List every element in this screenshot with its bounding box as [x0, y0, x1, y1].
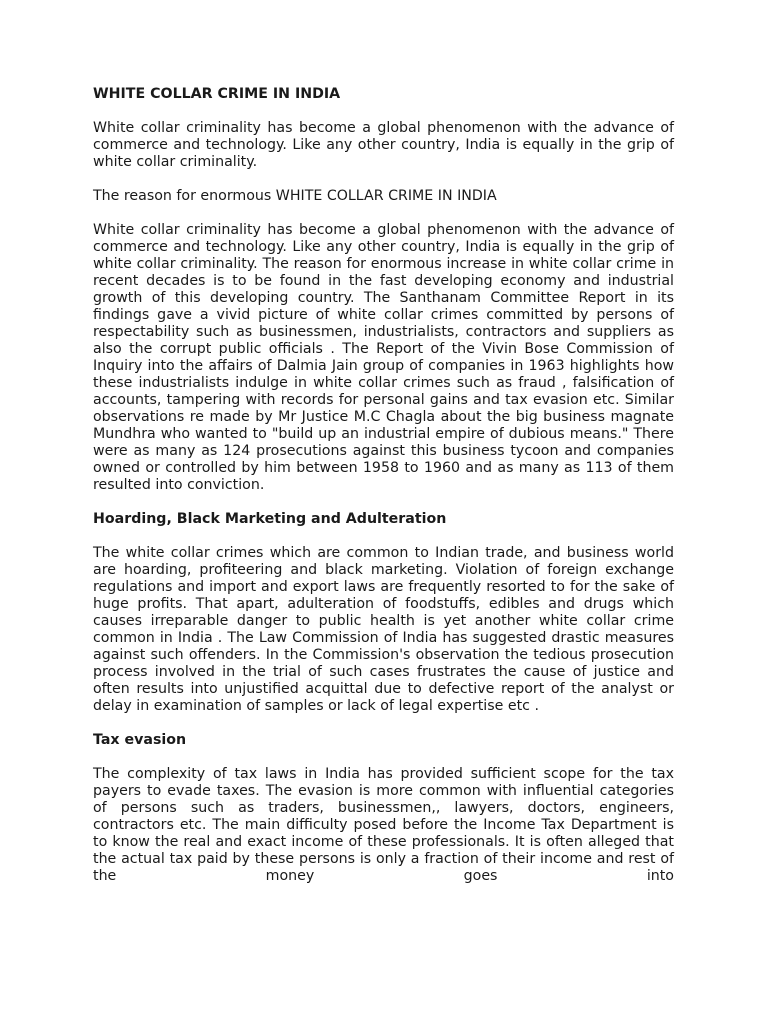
document-page	[93, 86, 674, 885]
document-title: WHITE COLLAR CRIME IN INDIA	[93, 86, 341, 102]
section-heading-hoarding: Hoarding, Black Marketing and Adulteration	[93, 511, 447, 527]
reason-line: The reason for enormous WHITE COLLAR CRIME IN INDIA	[93, 188, 497, 204]
section-text-hoarding: The white collar crimes which are common to Indian trade, and business world are hoarding, profiteering and black marketing. Violation of foreign exchange regulations and import and export laws are frequently resorted to for the sake of huge profits. That apart, adulteration of foodstuffs, edibles and drugs which causes irreparable danger to public health is yet another white collar crime common in India . The Law Commission of India has suggested drastic measures against such offenders. In the Commission's observation the tedious prosecution process involved in the trial of such cases frustrates the cause of justice and often results into unjustified acquittal due to defective report of the analyst or delay in examination of samples or lack of legal expertise etc .	[93, 545, 674, 714]
section-heading-tax-evasion: Tax evasion	[93, 732, 187, 748]
intro-paragraph: White collar criminality has become a global phenomenon with the advance of commerce and technology. Like any other country, India is equally in the grip of white collar criminality.	[93, 120, 674, 170]
section-text-tax-evasion: The complexity of tax laws in India has provided sufficient scope for the tax payers to evade taxes. The evasion is more common with influential categories of persons such as traders, businessmen,, lawyers, doctors, engineers, contractors etc. The main difficulty posed before the Income Tax Department is to know the real and exact income of these professionals. It is often alleged that the actual tax paid by these persons is only a fraction of their income and rest of the money goes into	[93, 766, 674, 884]
body-paragraph: White collar criminality has become a global phenomenon with the advance of commerce and technology. Like any other country, India is equally in the grip of white collar criminality. The reason for enormous increase in white collar crime in recent decades is to be found in the fast developing economy and industrial growth of this developing country. The Santhanam Committee Report in its findings gave a vivid picture of white collar crimes committed by persons of respectability such as businessmen, industrialists, contractors and suppliers as also the corrupt public officials . The Report of the Vivin Bose Commission of Inquiry into the affairs of Dalmia Jain group of companies in 1963 highlights how these industrialists indulge in white collar crimes such as fraud , falsification of accounts, tampering with records for personal gains and tax evasion etc. Similar observations re made by Mr Justice M.C Chagla about the big business magnate Mundhra who wanted to "build up an industrial empire of dubious means." There were as many as 124 prosecutions against this business tycoon and companies owned or controlled by him between 1958 to 1960 and as many as 113 of them resulted into conviction.	[93, 222, 674, 493]
